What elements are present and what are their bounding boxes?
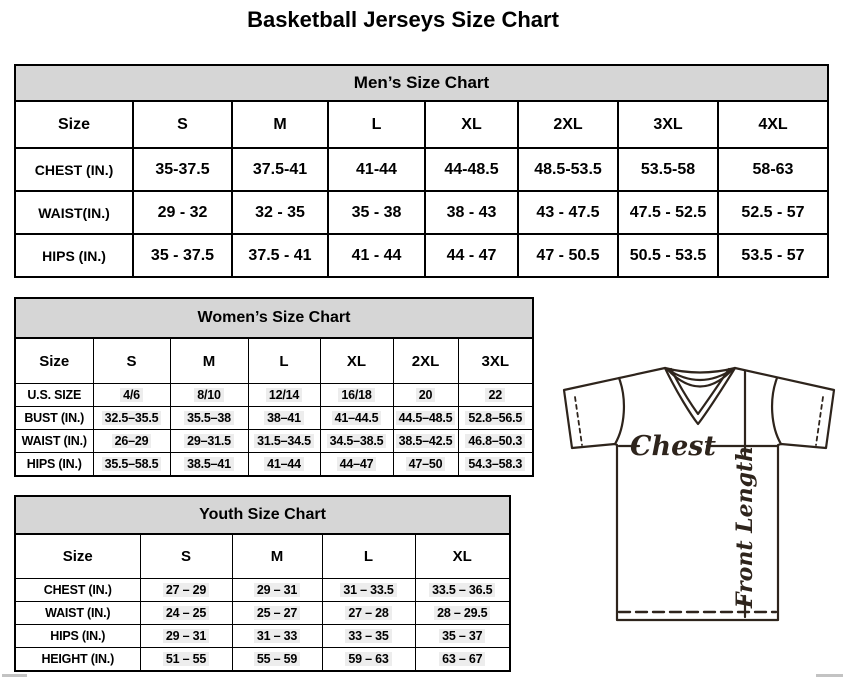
row-label: HEIGHT (IN.)	[15, 648, 140, 672]
cell	[415, 602, 510, 625]
cell: 44-48.5	[425, 148, 518, 191]
table-row	[15, 407, 533, 430]
cell	[320, 453, 393, 477]
col-header: L	[328, 101, 425, 148]
cell-value: 31.5–34.5	[254, 434, 314, 448]
row-label: HIPS (IN.)	[15, 453, 93, 477]
table-row	[15, 648, 510, 672]
cell-value: 44–47	[337, 457, 377, 471]
cell: 48.5-53.5	[518, 148, 618, 191]
cell	[322, 579, 415, 602]
cell-value: 59 – 63	[345, 652, 391, 666]
col-header: S	[93, 338, 170, 384]
armhole-seam-left	[615, 378, 624, 444]
cell-value: 41–44.5	[332, 411, 382, 425]
cell	[393, 384, 458, 407]
cell	[248, 453, 320, 477]
col-header: M	[232, 534, 322, 579]
cell: 35 - 37.5	[133, 234, 232, 277]
col-header: XL	[425, 101, 518, 148]
cell	[415, 625, 510, 648]
scrollbar-fragment-right[interactable]	[816, 674, 843, 677]
cell-value: 34.5–38.5	[327, 434, 387, 448]
cuff-dashed-line-left	[575, 397, 582, 445]
front-length-label: Front Length	[732, 445, 758, 609]
cell-value: 46.8–50.3	[465, 434, 525, 448]
cell	[393, 453, 458, 477]
cell	[320, 407, 393, 430]
womens-size-table	[14, 297, 534, 477]
cell: 41-44	[328, 148, 425, 191]
cell: 52.5 - 57	[718, 191, 828, 234]
row-label: HIPS (IN.)	[15, 625, 140, 648]
cell: 47.5 - 52.5	[618, 191, 718, 234]
cell-value: 63 – 67	[439, 652, 485, 666]
cell-value: 33 – 35	[345, 629, 391, 643]
cell-value: 33.5 – 36.5	[429, 583, 495, 597]
table-row	[15, 338, 533, 384]
table-row	[15, 534, 510, 579]
cell-value: 24 – 25	[163, 606, 209, 620]
cell-value: 35 – 37	[439, 629, 485, 643]
row-label: WAIST (IN.)	[15, 602, 140, 625]
cell	[170, 430, 248, 453]
cell-value: 26–29	[112, 434, 152, 448]
table-row	[15, 453, 533, 477]
cell	[415, 579, 510, 602]
cell	[232, 625, 322, 648]
cell	[320, 430, 393, 453]
cell: 58-63	[718, 148, 828, 191]
cell: 53.5-58	[618, 148, 718, 191]
cell-value: 41–44	[264, 457, 304, 471]
cell-value: 38.5–41	[184, 457, 234, 471]
cell	[93, 453, 170, 477]
cell-value: 44.5–48.5	[396, 411, 456, 425]
col-header: 3XL	[618, 101, 718, 148]
cell-value: 38–41	[264, 411, 304, 425]
cell: 32 - 35	[232, 191, 328, 234]
row-label: CHEST (IN.)	[15, 579, 140, 602]
table-row	[15, 579, 510, 602]
cell-value: 27 – 29	[163, 583, 209, 597]
cell-value: 35.5–58.5	[102, 457, 162, 471]
cell-value: 55 – 59	[254, 652, 300, 666]
col-header: M	[232, 101, 328, 148]
cuff-dashed-line-right	[816, 397, 823, 445]
cell-value: 31 – 33.5	[340, 583, 396, 597]
cell: 53.5 - 57	[718, 234, 828, 277]
mens-table-title: Men’s Size Chart	[15, 65, 828, 101]
jersey-measurement-diagram	[555, 355, 843, 679]
cell: 37.5 - 41	[232, 234, 328, 277]
cell: 38 - 43	[425, 191, 518, 234]
cell: 35-37.5	[133, 148, 232, 191]
table-row	[15, 430, 533, 453]
scrollbar-fragment-left[interactable]	[2, 674, 27, 677]
table-row	[15, 148, 828, 191]
cell-value: 29–31.5	[184, 434, 234, 448]
table-row	[15, 384, 533, 407]
cell-value: 35.5–38	[184, 411, 234, 425]
cell-value: 27 – 28	[345, 606, 391, 620]
cell	[458, 384, 533, 407]
cell: 41 - 44	[328, 234, 425, 277]
col-header: S	[140, 534, 232, 579]
cell	[320, 384, 393, 407]
cell	[140, 602, 232, 625]
cell	[458, 407, 533, 430]
cell: 43 - 47.5	[518, 191, 618, 234]
col-header: S	[133, 101, 232, 148]
cell	[170, 384, 248, 407]
table-row	[15, 496, 510, 534]
youth-table-title: Youth Size Chart	[15, 496, 510, 534]
cell	[248, 430, 320, 453]
cell-value: 51 – 55	[163, 652, 209, 666]
jersey-outline	[564, 368, 834, 620]
cell	[458, 453, 533, 477]
cell	[170, 453, 248, 477]
cell-value: 29 – 31	[254, 583, 300, 597]
armhole-seam-right	[772, 378, 781, 444]
cell	[170, 407, 248, 430]
col-header: 4XL	[718, 101, 828, 148]
cell	[393, 407, 458, 430]
row-label: WAIST(IN.)	[15, 191, 133, 234]
cell-value: 52.8–56.5	[465, 411, 525, 425]
row-label: HIPS (IN.)	[15, 234, 133, 277]
cell: 29 - 32	[133, 191, 232, 234]
womens-table-title: Women’s Size Chart	[15, 298, 533, 338]
cell	[93, 407, 170, 430]
cell-value: 29 – 31	[163, 629, 209, 643]
cell: 47 - 50.5	[518, 234, 618, 277]
cell-value: 12/14	[266, 388, 302, 402]
table-row	[15, 234, 828, 277]
cell	[140, 648, 232, 672]
cell: 37.5-41	[232, 148, 328, 191]
table-row	[15, 602, 510, 625]
cell-value: 38.5–42.5	[396, 434, 456, 448]
table-row	[15, 298, 533, 338]
cell-value: 32.5–35.5	[102, 411, 162, 425]
cell	[140, 579, 232, 602]
cell	[248, 384, 320, 407]
cell-value: 16/18	[338, 388, 374, 402]
cell	[232, 579, 322, 602]
cell	[232, 648, 322, 672]
cell	[140, 625, 232, 648]
mens-size-table	[14, 64, 829, 278]
cell-value: 54.3–58.3	[465, 457, 525, 471]
cell-value: 28 – 29.5	[434, 606, 490, 620]
cell	[232, 602, 322, 625]
cell-value: 31 – 33	[254, 629, 300, 643]
row-label: CHEST (IN.)	[15, 148, 133, 191]
cell-value: 22	[485, 388, 505, 402]
table-row	[15, 625, 510, 648]
size-header: Size	[15, 338, 93, 384]
col-header: 3XL	[458, 338, 533, 384]
row-label: BUST (IN.)	[15, 407, 93, 430]
col-header: L	[248, 338, 320, 384]
cell-value: 8/10	[194, 388, 224, 402]
cell-value: 25 – 27	[254, 606, 300, 620]
cell	[322, 602, 415, 625]
chest-label: Chest	[630, 431, 716, 462]
col-header: XL	[415, 534, 510, 579]
cell	[93, 430, 170, 453]
cell-value: 4/6	[120, 388, 143, 402]
cell	[393, 430, 458, 453]
cell	[415, 648, 510, 672]
col-header: XL	[320, 338, 393, 384]
cell	[248, 407, 320, 430]
table-row	[15, 191, 828, 234]
col-header: 2XL	[393, 338, 458, 384]
cell: 50.5 - 53.5	[618, 234, 718, 277]
cell: 44 - 47	[425, 234, 518, 277]
page-title: Basketball Jerseys Size Chart	[247, 7, 559, 32]
table-row	[15, 65, 828, 101]
size-header: Size	[15, 534, 140, 579]
cell	[458, 430, 533, 453]
cell	[322, 625, 415, 648]
table-row	[15, 101, 828, 148]
youth-size-table	[14, 495, 511, 672]
cell	[93, 384, 170, 407]
size-header: Size	[15, 101, 133, 148]
col-header: L	[322, 534, 415, 579]
row-label: U.S. SIZE	[15, 384, 93, 407]
cell: 35 - 38	[328, 191, 425, 234]
col-header: 2XL	[518, 101, 618, 148]
cell-value: 47–50	[406, 457, 446, 471]
col-header: M	[170, 338, 248, 384]
cell	[322, 648, 415, 672]
row-label: WAIST (IN.)	[15, 430, 93, 453]
cell-value: 20	[416, 388, 436, 402]
